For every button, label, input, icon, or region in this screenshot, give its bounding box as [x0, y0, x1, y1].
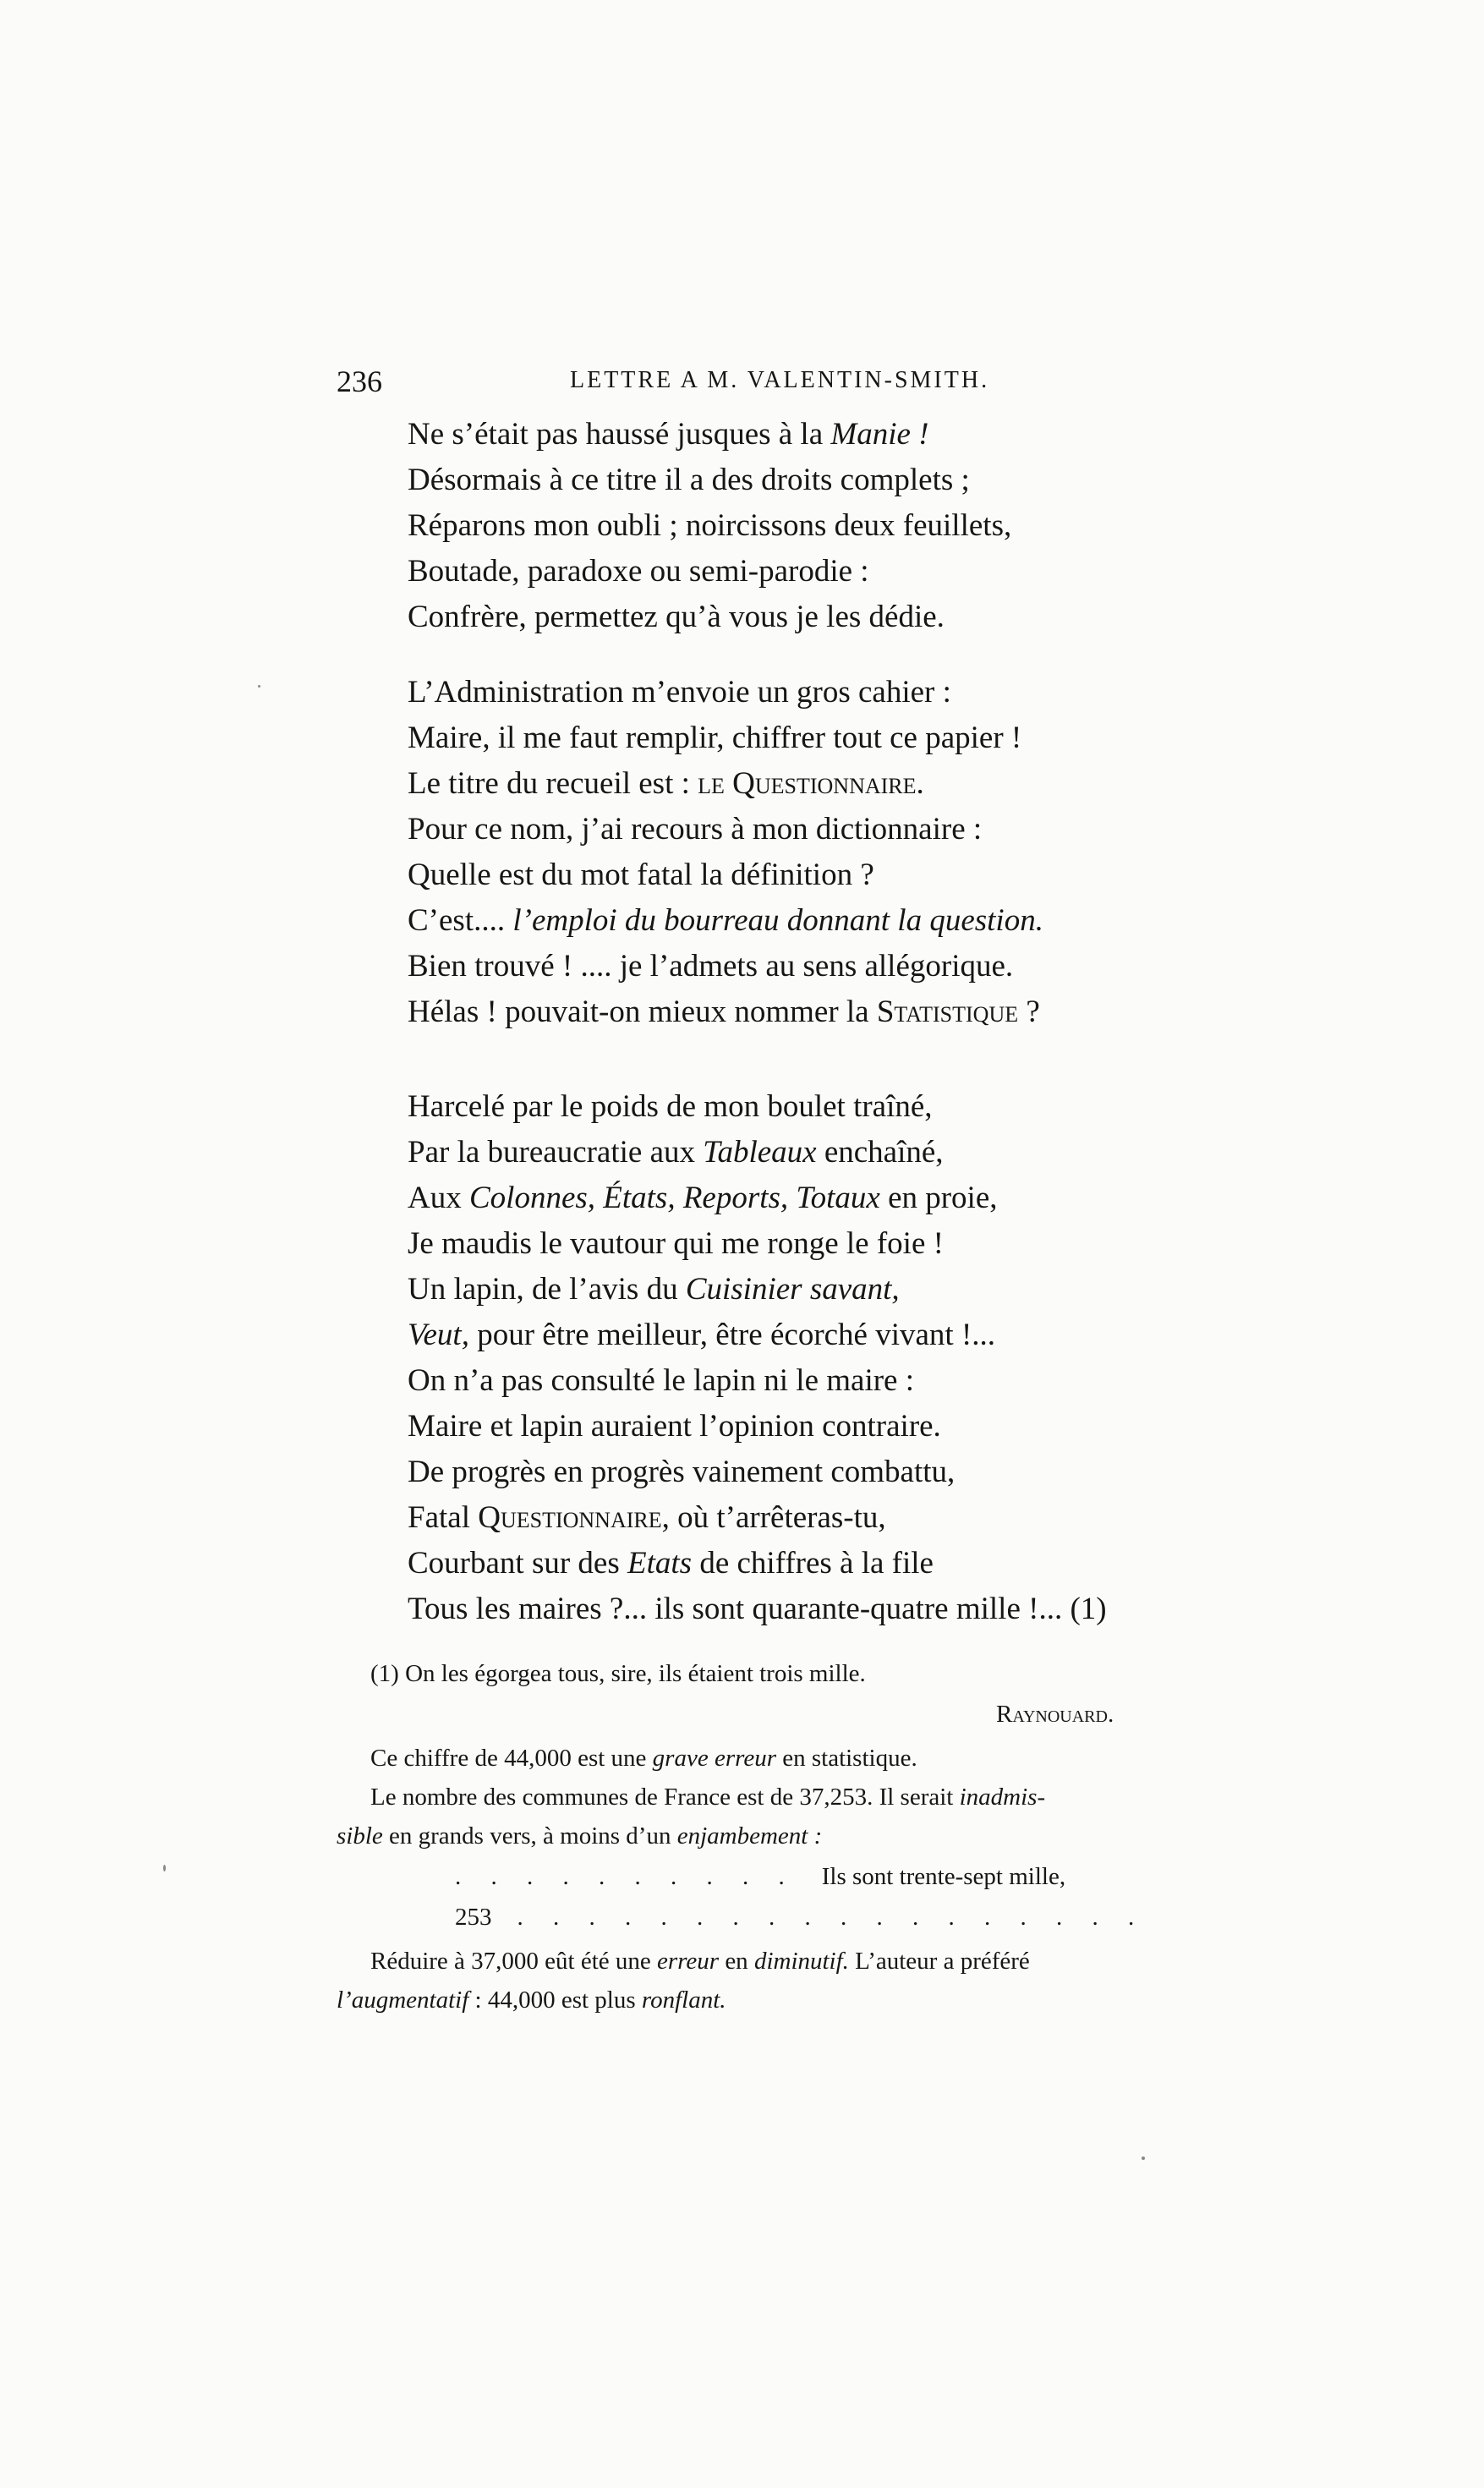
verse-line: Boutade, paradoxe ou semi-parodie :	[408, 554, 869, 589]
verse-line: Veut, pour être meilleur, être écorché vivant !...	[408, 1318, 996, 1352]
footnote-paragraph: l’augmentatif : 44,000 est plus ronflant.	[337, 1987, 726, 2014]
verse-line: Par la bureaucratie aux Tableaux enchaîné,	[408, 1135, 944, 1170]
verse-line: Désormais à ce titre il a des droits complets ;	[408, 463, 970, 497]
verse-line: Maire, il me faut remplir, chiffrer tout ce papier !	[408, 721, 1022, 755]
verse-line: Confrère, permettez qu’à vous je les dédie.	[408, 600, 945, 634]
running-title: LETTRE A M. VALENTIN-SMITH.	[570, 367, 990, 393]
verse-line: Fatal Questionnaire, où t’arrêteras-tu,	[408, 1500, 886, 1535]
footnote-quote: (1) On les égorgea tous, sire, ils étaient trois mille.	[370, 1660, 866, 1687]
verse-line: Réparons mon oubli ; noircissons deux feuillets,	[408, 508, 1012, 543]
verse-line: Le titre du recueil est : le Questionnaire.	[408, 766, 924, 801]
verse-line: Maire et lapin auraient l’opinion contraire.	[408, 1409, 941, 1444]
verse-line: Ne s’était pas haussé jusques à la Manie !	[408, 417, 929, 452]
verse-line: Je maudis le vautour qui me ronge le foie !	[408, 1226, 944, 1261]
running-header	[337, 364, 1182, 406]
footnote-paragraph: sible en grands vers, à moins d’un enjambement :	[337, 1822, 823, 1850]
footnote	[337, 1654, 1267, 2128]
verse-line: Hélas ! pouvait-on mieux nommer la Statistique ?	[408, 995, 1040, 1029]
footnote-paragraph: Le nombre des communes de France est de 37,253. Il serait inadmis-	[370, 1784, 1046, 1811]
footnote-attribution: Raynouard.	[996, 1701, 1114, 1728]
speck	[1142, 2156, 1145, 2160]
verse-line: Quelle est du mot fatal la définition ?	[408, 858, 874, 892]
verse-line: Courbant sur des Etats de chiffres à la file	[408, 1546, 934, 1581]
verse-line: Un lapin, de l’avis du Cuisinier savant,	[408, 1272, 900, 1307]
verse-line: On n’a pas consulté le lapin ni le maire :	[408, 1363, 915, 1398]
footnote-paragraph: Ce chiffre de 44,000 est une grave erreur en statistique.	[370, 1745, 917, 1772]
verse-line: De progrès en progrès vainement combattu,	[408, 1455, 956, 1489]
page-number: 236	[337, 364, 382, 398]
verse-line: Pour ce nom, j’ai recours à mon dictionnaire :	[408, 812, 983, 847]
verse-line: Tous les maires ?... ils sont quarante-quatre mille !... (1)	[408, 1592, 1107, 1626]
speck	[258, 685, 260, 688]
footnote-verse: . . . . . . . . . . Ils sont trente-sept mille,	[455, 1863, 1066, 1890]
verse-line: Bien trouvé ! .... je l’admets au sens allégorique.	[408, 949, 1014, 984]
stanza-3	[408, 1084, 1236, 1632]
stanza-1	[408, 412, 1236, 640]
verse-line: Harcelé par le poids de mon boulet traîné,	[408, 1089, 933, 1124]
verse-line: L’Administration m’envoie un gros cahier :	[408, 675, 951, 710]
stanza-2	[408, 670, 1236, 1035]
footnote-verse: 253 . . . . . . . . . . . . . . . . . .	[455, 1904, 1147, 1931]
speck	[163, 1865, 166, 1871]
verse-line: C’est.... l’emploi du bourreau donnant la question.	[408, 903, 1043, 938]
verse-line: Aux Colonnes, États, Reports, Totaux en proie,	[408, 1181, 998, 1215]
footnote-paragraph: Réduire à 37,000 eût été une erreur en diminutif. L’auteur a préféré	[370, 1948, 1030, 1975]
